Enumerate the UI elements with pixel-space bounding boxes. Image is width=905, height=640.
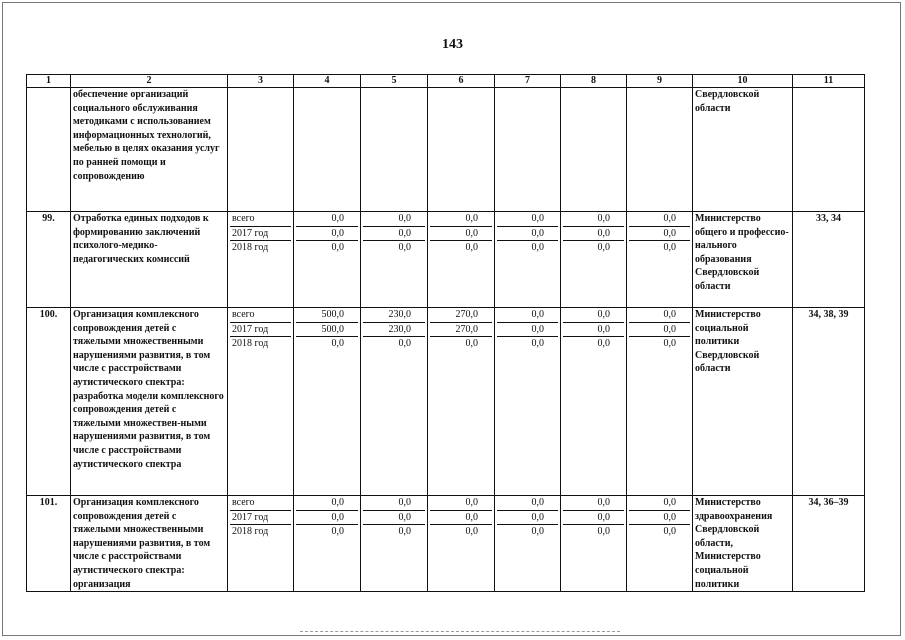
value: 230,0 xyxy=(363,308,425,323)
value: 0,0 xyxy=(663,526,676,538)
value: 0,0 xyxy=(597,526,610,538)
period-cell xyxy=(228,212,294,308)
value: 0,0 xyxy=(531,242,544,254)
column-header: 6 xyxy=(428,75,495,88)
executor: Министерство общего и профессио-нального образования Свердловской области xyxy=(693,212,793,308)
program-table xyxy=(26,74,865,592)
value: 0,0 xyxy=(629,511,690,526)
table-row xyxy=(27,212,865,308)
value: 500,0 xyxy=(296,308,358,323)
value: 0,0 xyxy=(497,496,558,511)
column-header: 2 xyxy=(71,75,228,88)
period-cell xyxy=(228,496,294,592)
value: 0,0 xyxy=(398,526,411,538)
value: 0,0 xyxy=(563,511,624,526)
row-number: 101. xyxy=(27,496,71,592)
period-label: всего xyxy=(230,308,291,323)
value: 0,0 xyxy=(497,323,558,338)
value: 0,0 xyxy=(430,511,492,526)
column-header: 9 xyxy=(627,75,693,88)
value: 0,0 xyxy=(430,227,492,242)
column-header: 1 xyxy=(27,75,71,88)
scan-edge-marks xyxy=(300,631,620,635)
row-number: 100. xyxy=(27,308,71,496)
value: 0,0 xyxy=(497,511,558,526)
value-cell xyxy=(361,308,428,496)
empty-cell xyxy=(361,88,428,212)
period-label: 2018 год xyxy=(232,242,269,254)
value-cell xyxy=(495,308,561,496)
table-row xyxy=(27,496,865,592)
empty-cell xyxy=(561,88,627,212)
empty-cell xyxy=(793,88,865,212)
value: 0,0 xyxy=(629,227,690,242)
value-cell xyxy=(428,308,495,496)
value: 0,0 xyxy=(563,323,624,338)
value: 0,0 xyxy=(363,227,425,242)
row-number: 99. xyxy=(27,212,71,308)
value: 0,0 xyxy=(597,242,610,254)
target-refs: 34, 36–39 xyxy=(793,496,865,592)
column-header: 7 xyxy=(495,75,561,88)
column-header: 3 xyxy=(228,75,294,88)
table-row xyxy=(27,308,865,496)
target-refs: 34, 38, 39 xyxy=(793,308,865,496)
value: 0,0 xyxy=(363,496,425,511)
value: 0,0 xyxy=(331,338,344,350)
value-cell xyxy=(294,308,361,496)
period-label: всего xyxy=(230,212,291,227)
activity-name: Организация комплексного сопровождения детей с тяжелыми множественными нарушениями развития, в том числе с расстройствами аутистического спектра: организация xyxy=(71,496,228,592)
value: 0,0 xyxy=(497,212,558,227)
value: 0,0 xyxy=(497,308,558,323)
value: 230,0 xyxy=(363,323,425,338)
empty-cell xyxy=(228,88,294,212)
value: 0,0 xyxy=(398,242,411,254)
value-cell xyxy=(627,308,693,496)
column-header: 10 xyxy=(693,75,793,88)
value: 0,0 xyxy=(398,338,411,350)
value: 500,0 xyxy=(296,323,358,338)
column-header: 8 xyxy=(561,75,627,88)
column-number-row xyxy=(27,75,865,88)
page-number: 143 xyxy=(442,37,463,52)
value-cell xyxy=(561,496,627,592)
empty-cell xyxy=(627,88,693,212)
value: 0,0 xyxy=(597,338,610,350)
empty-cell xyxy=(294,88,361,212)
executor: Свердловской области xyxy=(693,88,793,212)
activity-name: Отработка единых подходов к формированию заключений психолого-медико-педагогических комиссий xyxy=(71,212,228,308)
value: 0,0 xyxy=(663,338,676,350)
value-cell xyxy=(361,496,428,592)
empty-cell xyxy=(428,88,495,212)
row-number xyxy=(27,88,71,212)
period-label: 2017 год xyxy=(230,227,291,242)
value-cell xyxy=(361,212,428,308)
executor: Министерство здравоохранения Свердловской области, Министерство социальной политики xyxy=(693,496,793,592)
period-cell xyxy=(228,308,294,496)
value: 0,0 xyxy=(563,227,624,242)
value: 0,0 xyxy=(531,338,544,350)
column-header: 11 xyxy=(793,75,865,88)
value: 0,0 xyxy=(465,242,478,254)
value-cell xyxy=(627,496,693,592)
value: 0,0 xyxy=(563,496,624,511)
value: 0,0 xyxy=(629,323,690,338)
value: 0,0 xyxy=(531,526,544,538)
empty-cell xyxy=(495,88,561,212)
period-label: всего xyxy=(230,496,291,511)
value: 0,0 xyxy=(629,212,690,227)
value: 270,0 xyxy=(430,323,492,338)
value-cell xyxy=(495,496,561,592)
target-refs: 33, 34 xyxy=(793,212,865,308)
value-cell xyxy=(561,308,627,496)
value-cell xyxy=(428,496,495,592)
value: 0,0 xyxy=(363,212,425,227)
value-cell xyxy=(627,212,693,308)
value: 0,0 xyxy=(296,212,358,227)
column-header: 4 xyxy=(294,75,361,88)
value: 0,0 xyxy=(363,511,425,526)
executor: Министерство социальной политики Свердловской области xyxy=(693,308,793,496)
value-cell xyxy=(294,212,361,308)
value: 0,0 xyxy=(497,227,558,242)
period-label: 2017 год xyxy=(230,323,291,338)
value: 0,0 xyxy=(296,511,358,526)
value-cell xyxy=(294,496,361,592)
column-header: 5 xyxy=(361,75,428,88)
value: 0,0 xyxy=(629,308,690,323)
value: 270,0 xyxy=(430,308,492,323)
period-label: 2018 год xyxy=(232,526,269,538)
value: 0,0 xyxy=(430,212,492,227)
period-label: 2017 год xyxy=(230,511,291,526)
value: 0,0 xyxy=(663,242,676,254)
value-cell xyxy=(428,212,495,308)
value: 0,0 xyxy=(296,227,358,242)
value: 0,0 xyxy=(563,308,624,323)
activity-name: Организация комплексного сопровождения детей с тяжелыми множественными нарушениями развития, в том числе с расстройствами аутистического спектра: разработка модели комплексного сопровождения детей с тяжелыми множествен-ными нарушениями развития, в том числе с расстройствами аутистического спектра xyxy=(71,308,228,496)
value: 0,0 xyxy=(465,338,478,350)
value-cell xyxy=(561,212,627,308)
continuation-row xyxy=(27,88,865,212)
value: 0,0 xyxy=(296,496,358,511)
value: 0,0 xyxy=(465,526,478,538)
value: 0,0 xyxy=(331,242,344,254)
value: 0,0 xyxy=(563,212,624,227)
activity-name: обеспечение организаций социального обслуживания методиками с использованием информационных технологий, мебелью в целях оказания услуг по ранней помощи и сопровождению xyxy=(71,88,228,212)
period-label: 2018 год xyxy=(232,338,269,350)
value-cell xyxy=(495,212,561,308)
value: 0,0 xyxy=(629,496,690,511)
value: 0,0 xyxy=(430,496,492,511)
value: 0,0 xyxy=(331,526,344,538)
